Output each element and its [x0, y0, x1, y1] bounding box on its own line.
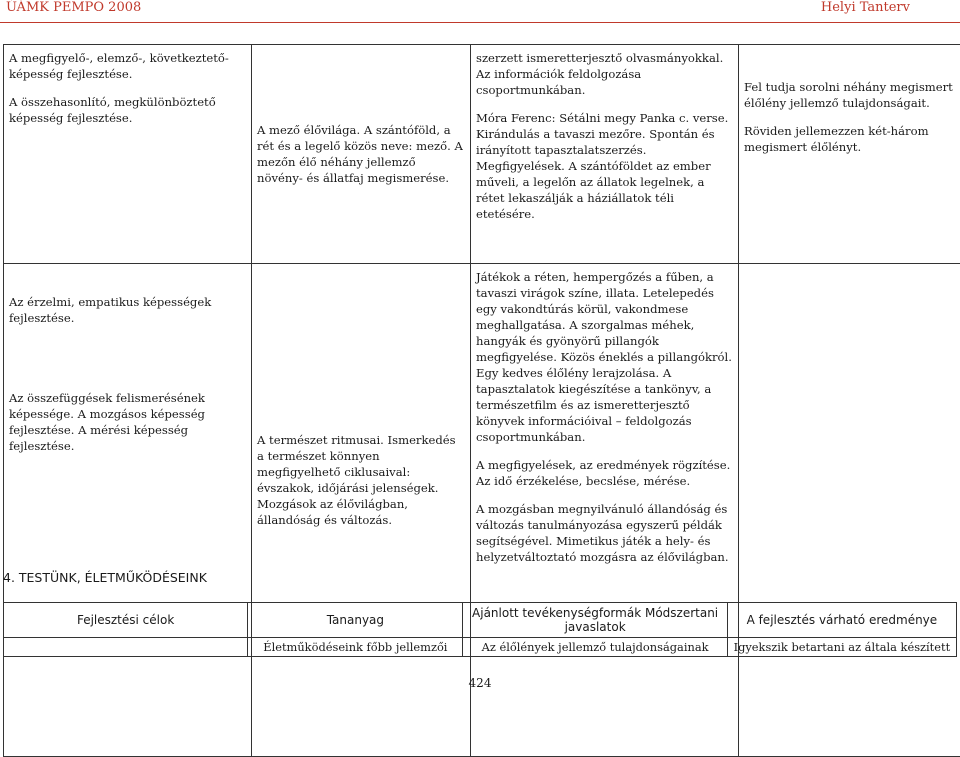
activity-text: A megfigyelések, az eredmények rögzítése. Az idő érzékelése, becslése, mérése. [476, 457, 733, 489]
section-title: 4. TESTÜNK, ÉLETMŰKÖDÉSEINK [3, 570, 207, 585]
header-rule [0, 22, 960, 23]
page-number: 424 [0, 676, 960, 690]
cell-goals [4, 638, 248, 657]
goals-cell [4, 45, 252, 264]
col-header-results: A fejlesztés várható eredménye [727, 603, 956, 638]
col-header-activities: Ajánlott tevékenységformák Módszertani javaslatok [463, 603, 727, 638]
section-table [3, 602, 957, 657]
table-header-row [4, 603, 957, 638]
cell-material: Életműködéseink főbb jellemzői [248, 638, 463, 657]
header-left: ÚÁMK PEMPO 2008 [6, 0, 141, 15]
activity-text: szerzett ismeretterjesztő olvasmányokkal. Az információk feldolgozása csoportmunkában. [476, 50, 733, 98]
goal-text: Az érzelmi, empatikus képességek fejlesztése. [9, 294, 246, 326]
result-text: Röviden jellemezzen két-három megismert élőlényt. [744, 123, 960, 155]
goal-text: A összehasonlító, megkülönböztető képesség fejlesztése. [9, 94, 246, 126]
header-right: Helyi Tanterv [821, 0, 910, 15]
table-row [4, 45, 960, 264]
activities-cell [471, 45, 739, 264]
material-text: A mező élővilága. A szántóföld, a rét és a legelő közös neve: mező. A mezőn élő néhány jellemző növény- és állatfaj megismerése. [257, 122, 465, 186]
col-header-goals: Fejlesztési célok [4, 603, 248, 638]
table-row [4, 638, 957, 657]
material-cell [252, 45, 471, 264]
result-text: Fel tudja sorolni néhány megismert élőlény jellemző tulajdonságait. [744, 79, 960, 111]
material-text: A természet ritmusai. Ismerkedés a természet könnyen megfigyelhető ciklusaival: évszakok, időjárási jelenségek. Mozgások az élővilágban, állandóság és változás. [257, 432, 465, 528]
results-cell [739, 45, 960, 264]
cell-results: Igyekszik betartani az általa készített [727, 638, 956, 657]
col-header-material: Tananyag [248, 603, 463, 638]
goal-text: Az összefüggések felismerésének képessége. A mozgásos képesség fejlesztése. A mérési képesség fejlesztése. [9, 390, 246, 454]
goal-text: A megfigyelő-, elemző-, következtető-képesség fejlesztése. [9, 50, 246, 82]
activity-text: Móra Ferenc: Sétálni megy Panka c. verse. Kirándulás a tavaszi mezőre. Spontán és irányított tapasztalatszerzés. Megfigyelések. A szántóföldet az ember műveli, a legelőn az állatok legelnek, a rétet lekaszálják a háziállatok téli etetésére. [476, 110, 733, 222]
activity-text: A mozgásban megnyilvánuló állandóság és változás tanulmányozása egyszerű példák segítségével. Mimetikus játék a hely- és helyzetváltoztató mozgásra az élővilágban. [476, 501, 733, 565]
activity-text: Játékok a réten, hempergőzés a fűben, a tavaszi virágok színe, illata. Letelepedés egy vakondtúrás körül, vakondmese meghallgatása. A szorgalmas méhek, hangyák és gyönyörű pillangók megfigyelése. Közös éneklés a pillangókról. Egy kedves élőlény lerajzolása. A tapasztalatok kiegészítése a tankönyv, a természetfilm és az ismeretterjesztő könyvek információival – feldolgozás csoportmunkában. [476, 269, 733, 445]
page-header [0, 0, 960, 22]
cell-activities: Az élőlények jellemző tulajdonságainak [463, 638, 727, 657]
